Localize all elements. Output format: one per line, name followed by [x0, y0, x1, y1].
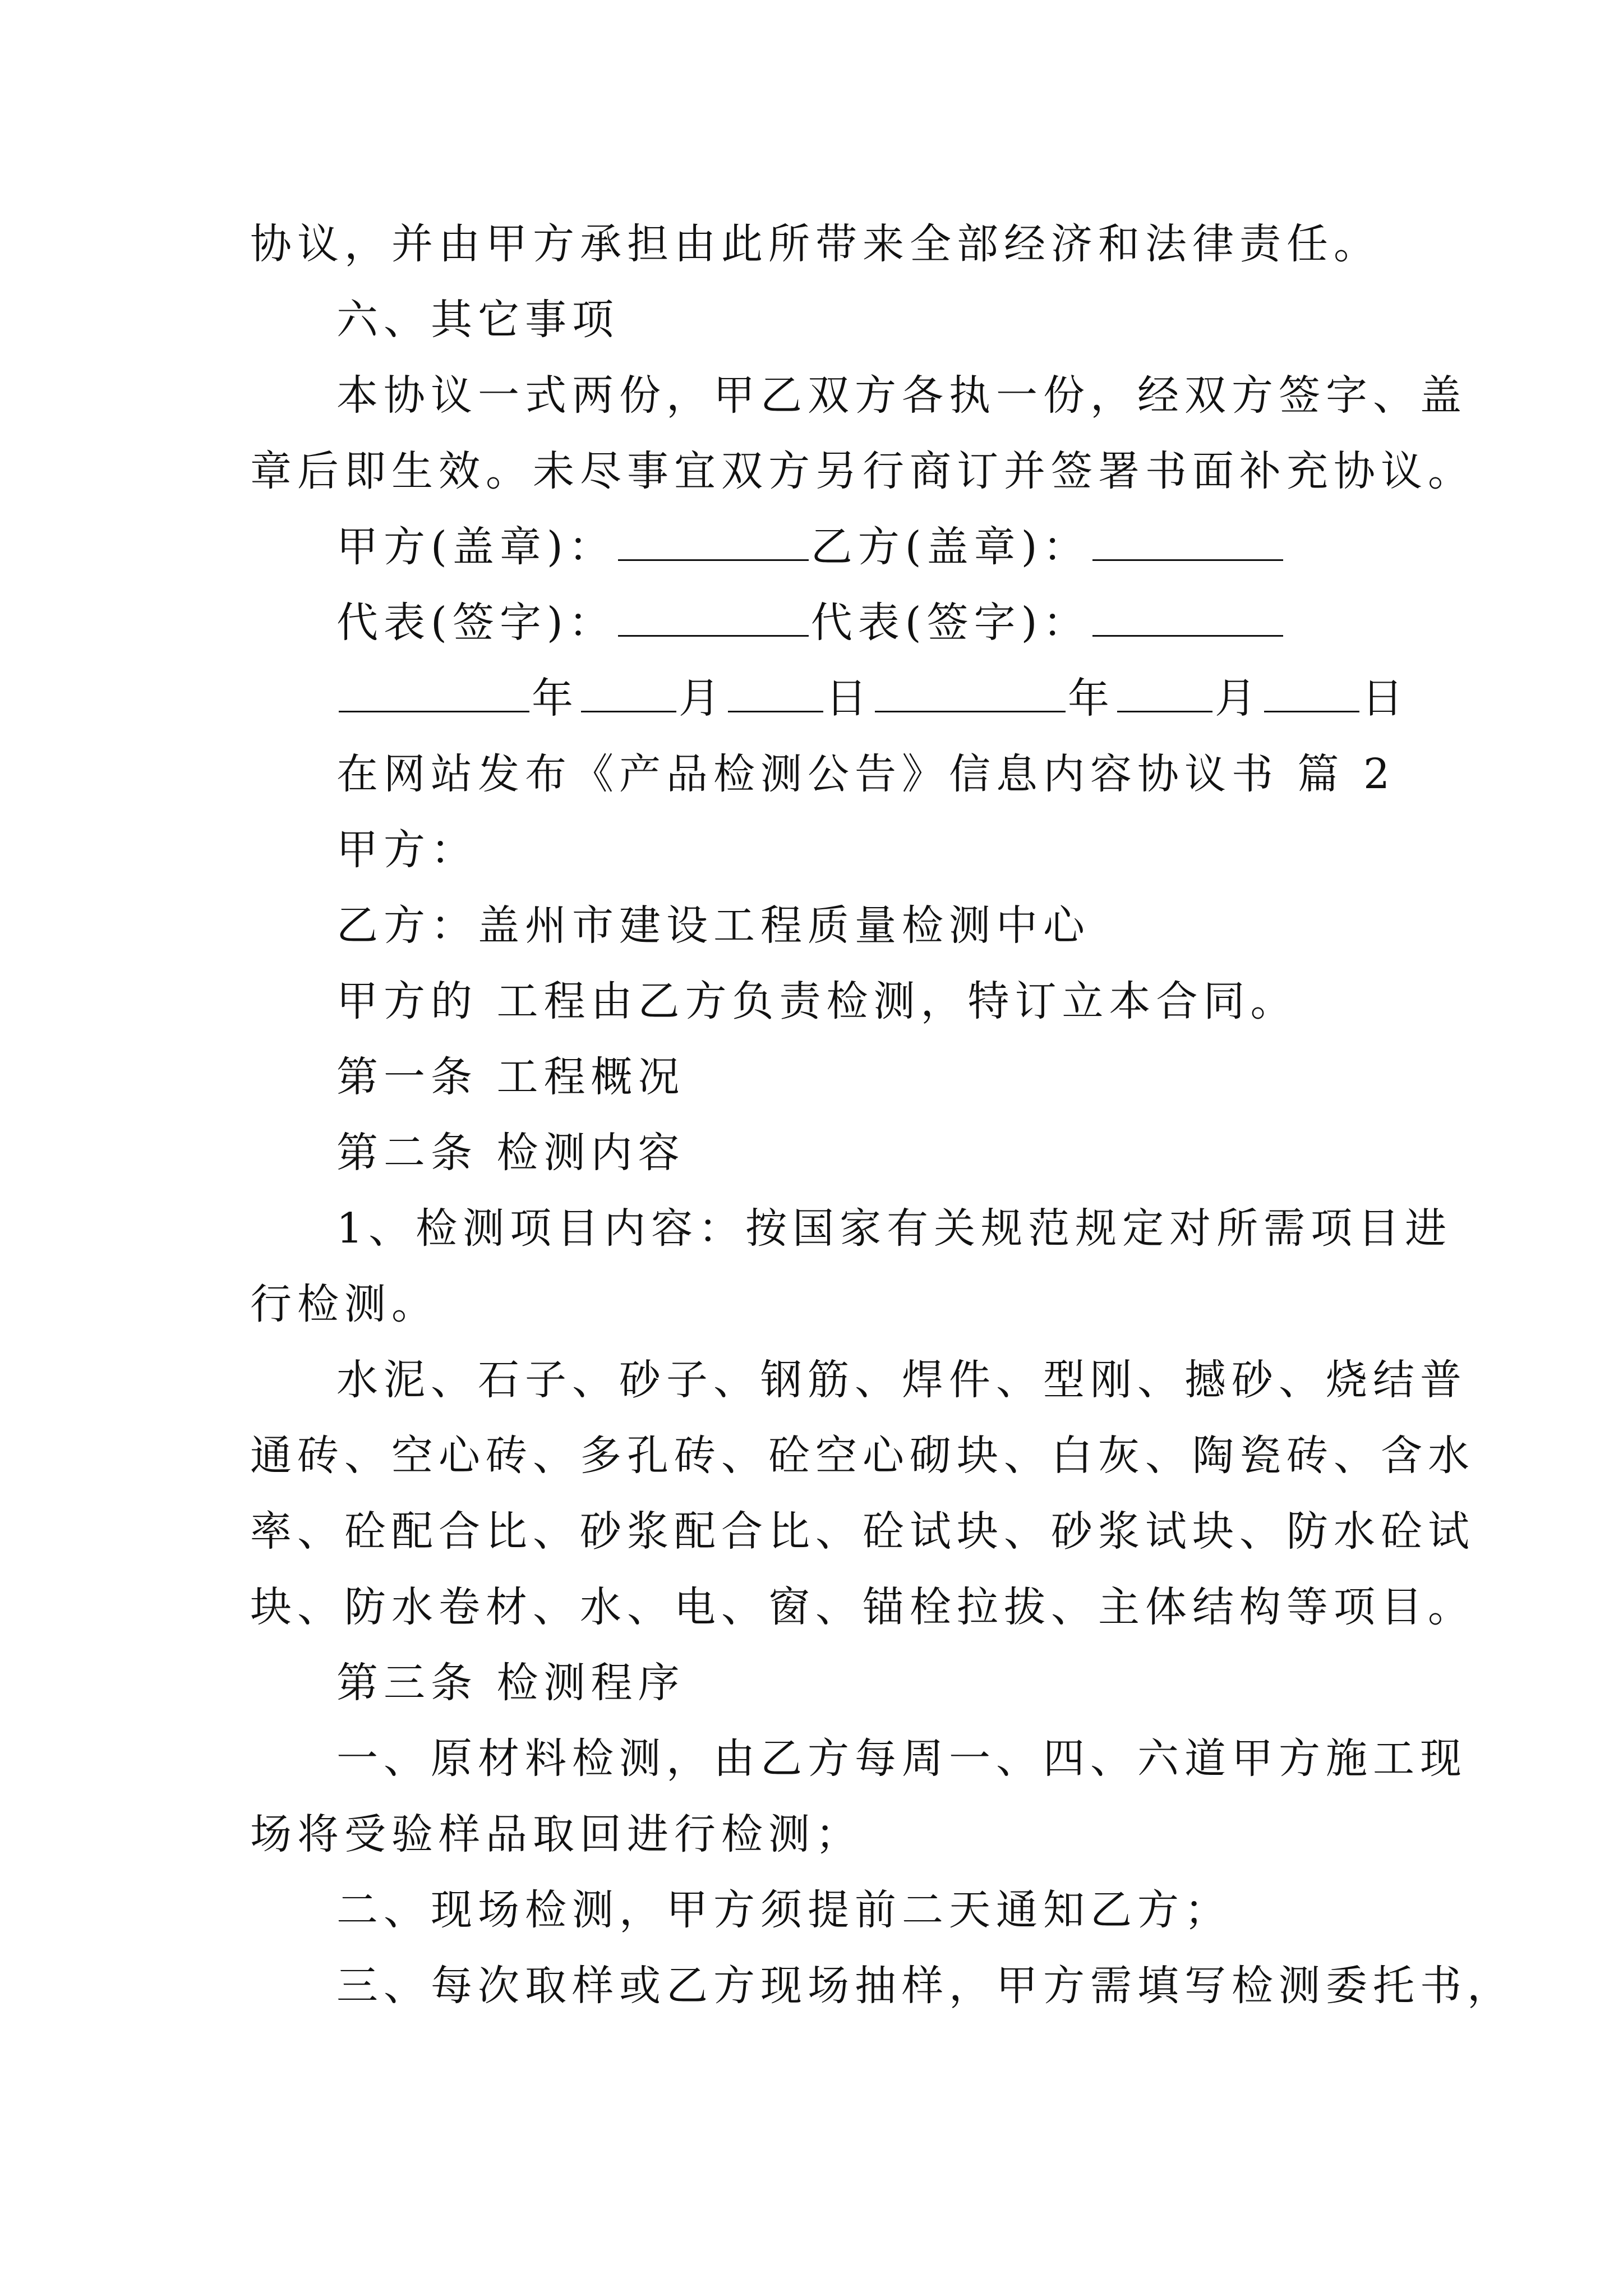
paragraph-line: 章后即生效。未尽事宜双方另行商订并签署书面补充协议。	[250, 447, 1475, 495]
rep-a-sign-blank	[618, 602, 809, 637]
date-b-day-blank	[1264, 678, 1359, 712]
date-a-year-blank	[339, 678, 529, 712]
date-a-day-blank	[728, 678, 823, 712]
signature-row	[336, 595, 1285, 651]
date-a-month: 月	[679, 674, 726, 723]
paragraph-line: 水泥、石子、砂子、钢筋、焊件、型刚、撼砂、烧结普	[336, 1356, 1467, 1404]
date-row	[336, 670, 1409, 726]
paragraph-line: 协议，并由甲方承担由此所带来全部经济和法律责任。	[250, 220, 1381, 268]
paragraph-line: 一、原材料检测，由乙方每周一、四、六道甲方施工现	[336, 1734, 1467, 1783]
date-a-month-blank	[581, 678, 676, 712]
date-b-year-blank	[875, 678, 1066, 712]
paragraph-line: 块、防水卷材、水、电、窗、锚栓拉拔、主体结构等项目。	[250, 1583, 1475, 1631]
date-b-year: 年	[1068, 674, 1115, 723]
date-a-year: 年	[532, 674, 579, 723]
section-heading: 六、其它事项	[336, 296, 619, 344]
paragraph-line: 三、每次取样或乙方现场抽样，甲方需填写检测委托书，	[336, 1962, 1514, 2010]
party-a-line: 甲方：	[336, 826, 478, 874]
party-a-seal-label: 甲方(盖章)：	[336, 523, 616, 571]
date-a-day: 日	[826, 674, 873, 723]
article-3-heading: 第三条 检测程序	[336, 1659, 685, 1707]
paragraph-line: 本协议一式两份，甲乙双方各执一份，经双方签字、盖	[336, 371, 1467, 420]
party-b-seal-label: 乙方(盖章)：	[810, 523, 1090, 571]
paragraph-line: 行检测。	[250, 1280, 439, 1328]
date-b-month: 月	[1215, 674, 1262, 723]
article-1-heading: 第一条 工程概况	[336, 1053, 685, 1101]
party-b-line: 乙方：盖州市建设工程质量检测中心	[336, 901, 1090, 950]
date-b-month-blank	[1117, 678, 1212, 712]
paragraph-line: 二、现场检测，甲方须提前二天通知乙方；	[336, 1886, 1232, 1934]
paragraph-line: 场将受验样品取回进行检测；	[250, 1810, 863, 1858]
paragraph-line: 1、检测项目内容：按国家有关规范规定对所需项目进	[336, 1204, 1453, 1253]
document-title: 在网站发布《产品检测公告》信息内容协议书 篇 2	[336, 750, 1396, 798]
rep-a-sign-label: 代表(签字)：	[336, 599, 616, 647]
rep-b-sign-label: 代表(签字)：	[810, 599, 1090, 647]
article-2-heading: 第二条 检测内容	[336, 1129, 685, 1177]
intro-line: 甲方的 工程由乙方负责检测，特订立本合同。	[336, 977, 1298, 1025]
paragraph-line: 率、砼配合比、砂浆配合比、砼试块、砂浆试块、防水砼试	[250, 1507, 1475, 1556]
seal-row	[336, 519, 1285, 575]
party-a-seal-blank	[618, 527, 809, 561]
date-b-day: 日	[1362, 674, 1409, 723]
party-b-seal-blank	[1092, 527, 1283, 561]
rep-b-sign-blank	[1092, 602, 1283, 637]
paragraph-line: 通砖、空心砖、多孔砖、砼空心砌块、白灰、陶瓷砖、含水	[250, 1432, 1475, 1480]
